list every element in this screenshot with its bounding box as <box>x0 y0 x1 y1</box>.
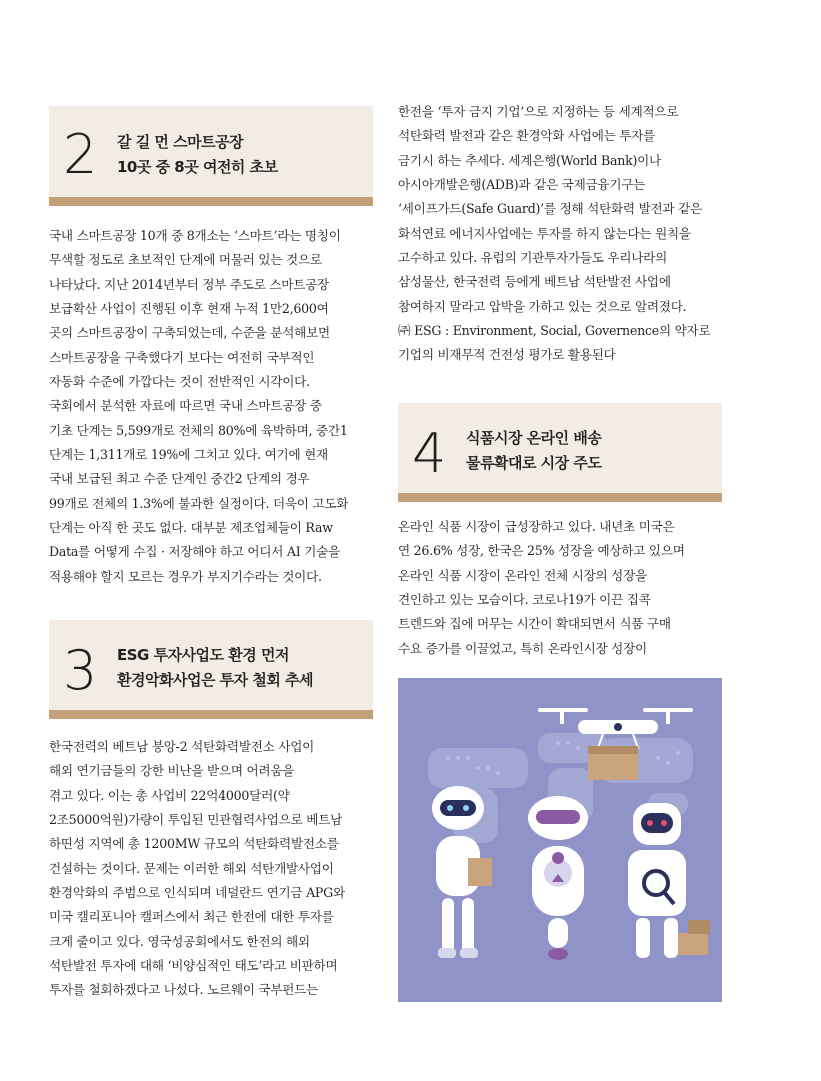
continuation-body <box>398 100 728 368</box>
body-line: 2조5000억원)가량이 투입된 민관협력사업으로 베트남 <box>49 812 343 828</box>
body-line: 석탄발전 투자에 대해 ‘비양심적인 태도’라고 비판하며 <box>49 958 338 974</box>
body-line: 적용해야 할지 모르는 경우가 부지기수라는 것이다. <box>49 568 322 584</box>
body-line: 온라인 식품 시장이 온라인 전체 시장의 성장을 <box>398 567 647 583</box>
body-line: 투자를 철회하겠다고 나섰다. 노르웨이 국부펀드는 <box>49 982 318 998</box>
section-2-accent-bar <box>49 197 373 206</box>
body-line: 무색할 정도로 초보적인 단계에 머물러 있는 것으로 <box>49 252 322 268</box>
body-line: 곳의 스마트공장이 구축되었는데, 수준을 분석해보면 <box>49 325 330 341</box>
section-2-title-line: 갈 길 먼 스마트공장 <box>117 133 244 151</box>
body-line: 한국전력의 베트남 붕앙-2 석탄화력발전소 사업이 <box>49 739 315 754</box>
body-line: 99개로 전체의 1.3%에 불과한 실정이다. 더욱이 고도화 <box>49 495 349 511</box>
section-2-number: 2 <box>63 123 98 186</box>
section-2-title-line: 10곳 중 8곳 여전히 초보 <box>117 158 278 176</box>
body-line: 미국 캘리포니아 캘퍼스에서 최근 한전에 대한 투자를 <box>49 909 334 925</box>
body-line: 해외 연기금들의 강한 비난을 받으며 어려움을 <box>49 763 295 779</box>
section-4-body <box>398 515 728 661</box>
body-line: 온라인 식품 시장이 급성장하고 있다. 내년초 미국은 <box>398 519 675 534</box>
body-line: ‘세이프가드(Safe Guard)’를 정해 석탄화력 발전과 같은 <box>398 201 702 217</box>
section-3-title <box>117 643 313 693</box>
body-line: 연 26.6% 성장, 한국은 25% 성장을 예상하고 있으며 <box>398 543 685 559</box>
section-3-body <box>49 735 379 1003</box>
section-2-header <box>49 106 373 206</box>
body-line: 보급확산 사업이 진행된 이후 현재 누적 1만2,600여 <box>49 301 329 317</box>
section-4-title <box>466 426 601 476</box>
body-line: 기초 단계는 5,599개로 전체의 80%에 육박하며, 중간1 <box>49 422 348 438</box>
footnote-line: 기업의 비재무적 건전성 평가로 활용된다 <box>398 347 616 363</box>
body-line: 크게 줄이고 있다. 영국성공회에서도 한전의 해외 <box>49 933 310 949</box>
body-line: 한전을 ‘투자 금지 기업’으로 지정하는 등 세계적으로 <box>398 104 679 119</box>
section-4-title-line: 식품시장 온라인 배송 <box>466 429 602 447</box>
body-line: 금기시 하는 추세다. 세계은행(World Bank)이나 <box>398 152 661 168</box>
body-line: 국내 보급된 최고 수준 단계인 중간2 단계의 경우 <box>49 471 310 487</box>
section-3-number: 3 <box>63 639 98 702</box>
body-line: 스마트공장을 구축했다기 보다는 여전히 국부적인 <box>49 349 315 365</box>
body-line: 하띤성 지역에 총 1200MW 규모의 석탄화력발전소를 <box>49 836 339 852</box>
section-2-body <box>49 224 379 589</box>
section-3-title-line: ESG 투자사업도 환경 먼저 <box>117 646 289 664</box>
body-line: 환경악화의 주범으로 인식되며 네덜란드 연기금 APG와 <box>49 885 345 901</box>
footnote-line: ㈜ ESG : Environment, Social, Governence의 약자로 <box>398 323 711 339</box>
body-line: 국회에서 분석한 자료에 따르면 국내 스마트공장 중 <box>49 398 322 414</box>
body-line: 견인하고 있는 모습이다. 코로나19가 이끈 집콕 <box>398 592 651 608</box>
body-line: 국내 스마트공장 10개 중 8개소는 ‘스마트’라는 명칭이 <box>49 228 341 243</box>
robot-delivery-illustration <box>398 678 722 1002</box>
body-line: 아시아개발은행(ADB)과 같은 국제금융기구는 <box>398 177 646 193</box>
section-3-title-line: 환경악화사업은 투자 철회 추세 <box>117 671 314 689</box>
body-line: 겪고 있다. 이는 총 사업비 22억4000달러(약 <box>49 787 290 803</box>
section-3-header <box>49 620 373 719</box>
body-line: 수요 증가를 이끌었고, 특히 온라인시장 성장이 <box>398 640 647 656</box>
body-line: 트렌드와 집에 머무는 시간이 확대되면서 식품 구매 <box>398 616 671 632</box>
body-line: Data를 어떻게 수집 · 저장해야 하고 어디서 AI 기술을 <box>49 544 341 560</box>
section-4-number: 4 <box>412 422 447 485</box>
section-4-accent-bar <box>398 493 722 502</box>
section-4-title-line: 물류확대로 시장 주도 <box>466 454 602 472</box>
body-line: 고수하고 있다. 유럽의 기관투자가들도 우리나라의 <box>398 250 667 266</box>
body-line: 나타났다. 지난 2014년부터 정부 주도로 스마트공장 <box>49 276 329 292</box>
section-4-header <box>398 403 722 502</box>
body-line: 건설하는 것이다. 문제는 이러한 해외 석탄개발사업이 <box>49 860 334 876</box>
body-line: 단계는 아직 한 곳도 없다. 대부분 제조업체들이 Raw <box>49 520 333 536</box>
body-line: 단계는 1,311개로 19%에 그치고 있다. 여기에 현재 <box>49 447 328 463</box>
body-line: 삼성물산, 한국전력 등에게 베트남 석탄발전 사업에 <box>398 274 671 290</box>
section-2-title <box>117 130 278 180</box>
body-line: 자동화 수준에 가깝다는 것이 전반적인 시각이다. <box>49 374 310 390</box>
body-line: 석탄화력 발전과 같은 환경악화 사업에는 투자를 <box>398 128 656 144</box>
section-3-accent-bar <box>49 710 373 719</box>
body-line: 화석연료 에너지사업에는 투자를 하지 않는다는 원칙을 <box>398 225 691 241</box>
body-line: 참여하지 말라고 압박을 가하고 있는 것으로 알려졌다. <box>398 298 687 314</box>
